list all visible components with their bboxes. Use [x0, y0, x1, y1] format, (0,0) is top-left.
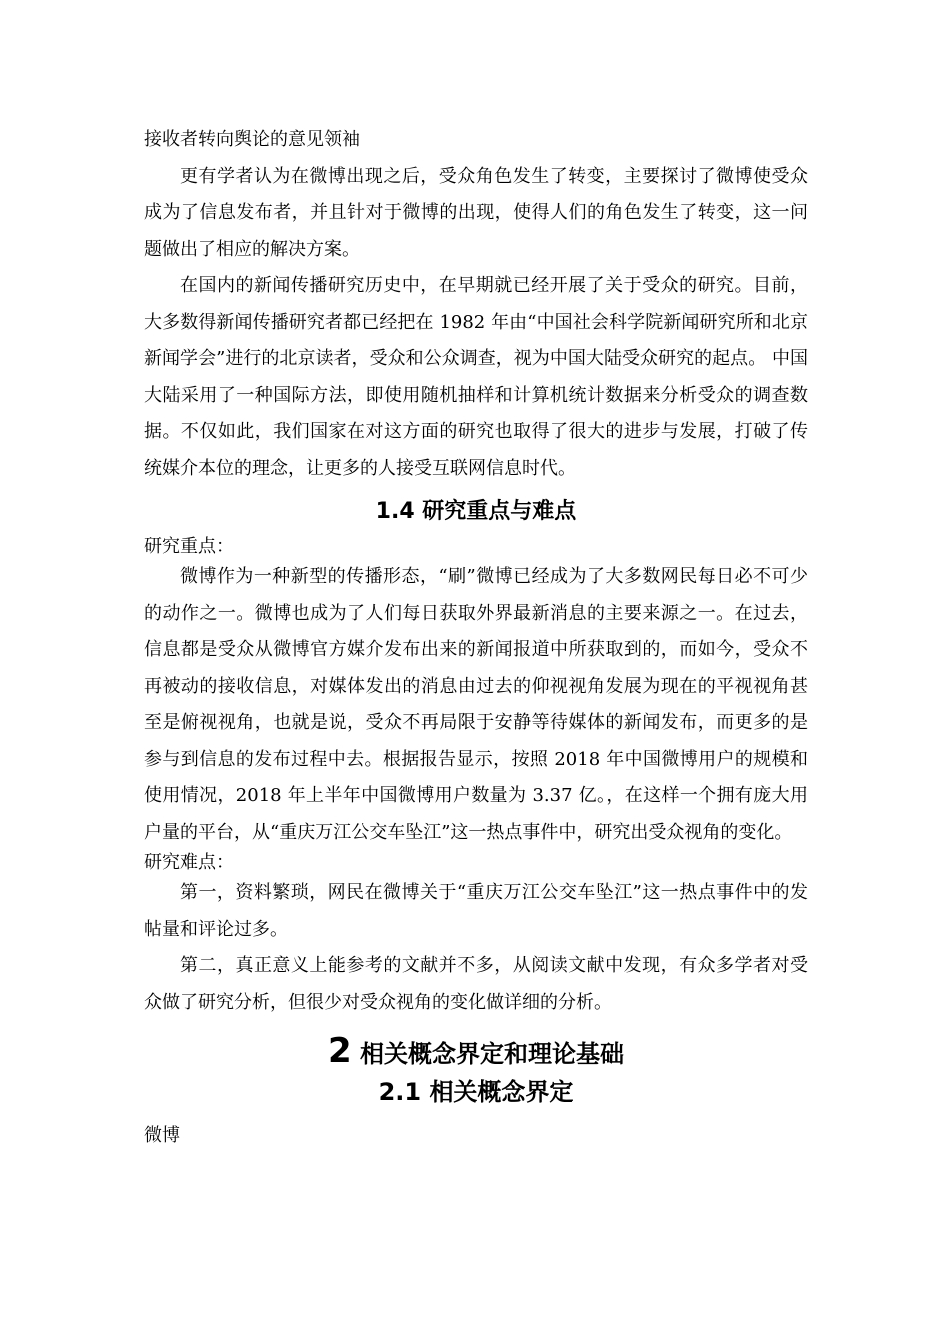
paragraph-audience-role: 更有学者认为在微博出现之后，受众角色发生了转变，主要探讨了微博使受众成为了信息发布者，并且针对于微博的出现，使得人们的角色发生了转变，这一问题做出了相应的解决方案。	[144, 165, 808, 260]
term-weibo: 微博	[144, 1125, 180, 1146]
chapter-heading-2	[144, 1033, 808, 1072]
difficulty-label: 研究难点：	[144, 852, 234, 873]
paragraph-focus: 微博作为一种新型的传播形态，“刷”微博已经成为了大多数网民每日必不可少的动作之一。微博也成为了人们每日获取外界最新消息的主要来源之一。在过去，信息都是受众从微博官方媒介发布出来的新闻报道中所获取到的，而如今，受众不再被动的接收信息，对媒体发出的消息由过去的仰视视角发展为现在的平视视角甚至是俯视视角，也就是说，受众不再局限于安静等待媒体的新闻发布，而更多的是参与到信息的发布过程中去。根据报告显示，按照 2018 年中国微博用户的规模和使用情况，2018 年上半年中国微博用户数量为 3.37 亿。，在这样一个拥有庞大用户量的平台，从“重庆万江公交车坠江”这一热点事件中，研究出受众视角的变化。	[144, 566, 808, 843]
page-content	[144, 122, 808, 1148]
paragraph-difficulty-2: 第二，真正意义上能参考的文献并不多，从阅读文献中发现，有众多学者对受众做了研究分析，但很少对受众视角的变化做详细的分析。	[144, 955, 808, 1013]
section-number: 2.1	[378, 1078, 422, 1106]
focus-label: 研究重点：	[144, 536, 234, 557]
section-title-text: 相关概念界定	[429, 1078, 574, 1106]
opening-line: 接收者转向舆论的意见领袖	[144, 129, 360, 150]
section-heading-2-1	[144, 1074, 808, 1110]
paragraph-difficulty-1: 第一，资料繁琐，网民在微博关于“重庆万江公交车坠江”这一热点事件中的发帖量和评论过多。	[144, 882, 808, 940]
paragraph-domestic-research: 在国内的新闻传播研究历史中，在早期就已经开展了关于受众的研究。目前，大多数得新闻传播研究者都已经把在 1982 年由“中国社会科学院新闻研究所和北京新闻学会”进行的北京读者，受众和公众调查，视为中国大陆受众研究的起点。 中国大陆采用了一种国际方法，即使用随机抽样和计算机统计数据来分析受众的调查数据。不仅如此，我们国家在对这方面的研究也取得了很大的进步与发展，打破了传统媒介本位的理念，让更多的人接受互联网信息时代。	[144, 275, 808, 479]
chapter-number: 2	[327, 1031, 352, 1071]
section-heading-1-4: 1.4 研究重点与难点	[375, 499, 577, 524]
chapter-title-text: 相关概念界定和理论基础	[360, 1040, 625, 1068]
